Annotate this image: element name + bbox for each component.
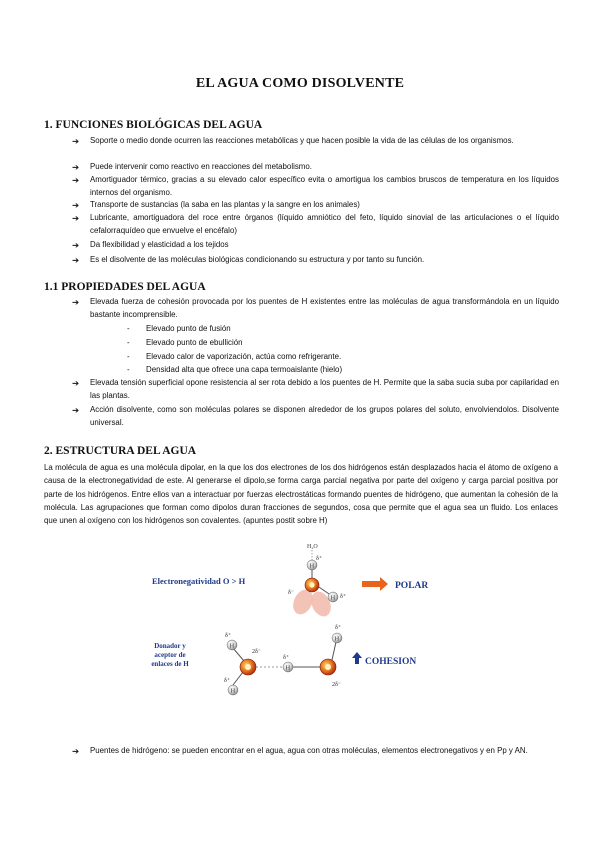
two-delta-minus-label: 2δ⁻ [332,682,341,688]
cohesion-arrow-icon [352,652,362,664]
body-paragraph: La molécula de agua es una molécula dipolar, en la que los dos electrones de los dos hidrógenos están desplazados hacia el átomo de oxígeno a causa de la electronegatividad de este. Al generarse el dipolo,se forma carga parcial negativa por parte del oxígeno y carga parcial positiva por parte de los hidrógenos. Entre ellos van a interactuar por fuerzas electrostáticas formando puentes de hidrógeno, que aumentan la cohesión de la molécula. Las agrupaciones que forman como dipolos duran fracciones de segundos, cosa que permite que el agua sea un fluido. Los enlaces que unen al oxígeno con los hidrógenos son covalentes. (apuntes postit sobre H) [44,463,558,526]
arrow-bullet-icon: ➔ [72,240,80,250]
electronegativity-label: Electronegatividad O > H [152,576,246,586]
page-title: EL AGUA COMO DISOLVENTE [195,76,405,91]
list-item: ➔ Transporte de sustancias (la saba en las plantas y la sangre en los animales) [72,200,360,210]
arrow-bullet-icon: ➔ [72,200,80,210]
delta-minus-label: δ⁻ [288,590,294,596]
h-label: H [230,688,236,695]
h-label: H [285,665,291,672]
donor-label: enlaces de H [151,660,189,668]
list-item: ➔ Acción disolvente, como son moléculas polares se disponen alrededor de los grupos polares del soluto, envolviendolos. Disolvente universal. [72,405,559,427]
delta-plus-label: δ⁺ [316,556,322,562]
delta-plus-label: δ⁺ [224,678,230,684]
h-label: H [309,563,315,570]
list-item: ➔ Lubricante, amortiguadora del roce entre órganos (líquido amniótico del feto, líquido sinovial de las articulaciones o el líquido cefalorraquídeo que envuelve el encéfalo) [72,213,559,235]
delta-plus-label: δ⁺ [283,655,289,661]
list-item: ➔ Elevada tensión superficial opone resistencia al ser rota debido a los puentes de H. Permite que la saba sucia suba por capilaridad en las plantas. [72,378,559,400]
list-item: ➔ Es el disolvente de las moléculas biológicas condicionando su estructura y por tanto su función. [72,255,425,265]
dash-bullet: - [127,365,130,374]
section-heading-funciones: 1. FUNCIONES BIOLÓGICAS DEL AGUA [44,119,263,131]
h-label: H [334,636,340,643]
list-item: ➔ Soporte o medio donde ocurren las reacciones metabólicas y que hacen posible la vida de las células de los organismos. [72,136,514,146]
water-molecule-diagram [140,538,460,703]
arrow-bullet-icon: ➔ [72,175,80,185]
cohesion-label: COHESION [365,657,417,667]
arrow-bullet-icon: ➔ [72,378,80,388]
section-heading-estructura: 2. ESTRUCTURA DEL AGUA [44,445,197,457]
arrow-bullet-icon: ➔ [72,746,80,756]
section-heading-propiedades: 1.1 PROPIEDADES DEL AGUA [44,281,206,293]
h-label: H [229,643,235,650]
list-item: ➔ Puede intervenir como reactivo en reacciones del metabolismo. [72,162,312,172]
dash-bullet: - [127,338,130,347]
arrow-bullet-icon: ➔ [72,162,80,172]
list-item: ➔ Da flexibilidad y elasticidad a los tejidos [72,240,229,250]
dash-bullet: - [127,324,130,333]
h2o-label: H₂O [307,544,318,550]
arrow-bullet-icon: ➔ [72,136,80,146]
h-label: H [330,595,336,602]
two-delta-minus-label: 2δ⁻ [252,649,261,655]
delta-plus-label: δ⁺ [225,633,231,639]
list-item: ➔ Puentes de hidrógeno: se pueden encontrar en el agua, agua con otras moléculas, elementos electronegativos y en Pp y AN. [72,746,528,756]
arrow-bullet-icon: ➔ [72,255,80,265]
polar-arrow-icon [362,577,388,591]
delta-plus-label: δ⁺ [335,625,341,631]
list-item: ➔ Elevada fuerza de cohesión provocada por los puentes de H existentes entre las moléculas de agua transformándola en un líquido bastante incomprensible. [72,297,559,319]
list-item: ➔ Amortiguador térmico, gracias a su elevado calor específico evita o amortigua los cambios bruscos de temperatura en los líquidos internos del organismo. [72,175,559,197]
dash-bullet: - [127,352,130,361]
donor-label: aceptor de [154,651,186,659]
polar-label: POLAR [395,581,429,591]
donor-label: Donador y [154,642,186,650]
arrow-bullet-icon: ➔ [72,213,80,223]
arrow-bullet-icon: ➔ [72,405,80,415]
document-page: EL AGUA COMO DISOLVENTE 1. FUNCIONES BIOLÓGICAS DEL AGUA ➔ Soporte o medio donde ocurren las reacciones metabólicas y que hacen posible la vida de las células de los organismos. ➔ Puede intervenir como reactivo en reacciones del metabolismo. ➔ Amortiguador térmico, gracias a su elevado calor específico evita o amortigua los cambios bruscos de temperatura en los líquidos internos del organismo. ➔ Transporte de sustancias (la saba en las plantas y la sangre en los animales) ➔ Lubricante, amortiguadora del roce entre órganos (líquido amniótico del feto, líquido sinovial de las articulaciones o el líquido cefalorraquídeo que envuelve el encéfalo) ➔ Da flexibilidad y elasticidad a los tejidos ➔ Es el disolvente de las moléculas biológicas condicionando su estructura y por tanto su función. 1.1 PROPIEDADES DEL AGUA ➔ Elevada fuerza de cohesión provocada por los puentes de H existentes entre las moléculas de agua transformándola en un líquido bastante incomprensible. - Elevado punto de fusión - Elevado punto de ebullición - Elevado calor de vaporización, actúa como refrigerante. - Densidad alta que ofrece una capa termoaislante (hielo) ➔ Elevada tensión superficial opone resistencia al ser rota debido a los puentes de H. Permite que la saba sucia suba por capilaridad en las plantas. ➔ Acción disolvente, como son moléculas polares se disponen alrededor de los grupos polares del soluto, envolviendolos. Disolvente universal. 2. ESTRUCTURA DEL AGUA La molécula de agua es una molécula dipolar, en la que los dos electrones de los dos hidrógenos están desplazados hacia el átomo de oxígeno a causa de la electronegatividad de este. Al generarse el dipolo,se forma carga parcial negativa por parte del oxígeno y carga parcial positiva por parte de los hidrógenos. Entre ellos van a interactuar por fuerzas electrostáticas formando puentes de hidrógeno, que aumentan la cohesión de la molécula. Las agrupaciones que forman como dipolos duran fracciones de segundos, cosa que permite que el agua sea un fluido. Los enlaces que unen al oxígeno con los hidrógenos son covalentes. (apuntes postit sobre H) Electronegatividad O > H H₂O H H δ⁺ δ⁺ δ⁻ POLAR Donador y aceptor de enlaces de H H H δ⁺ δ⁺ 2δ⁻ H δ⁺ H δ⁺ 2δ⁻ COHESION ➔ Puentes de hidrógeno: se pueden encontrar en el agua, agua con otras moléculas, elementos electronegativos y en Pp y AN. [0,0,600,848]
delta-plus-label: δ⁺ [340,594,346,600]
arrow-bullet-icon: ➔ [72,297,80,307]
